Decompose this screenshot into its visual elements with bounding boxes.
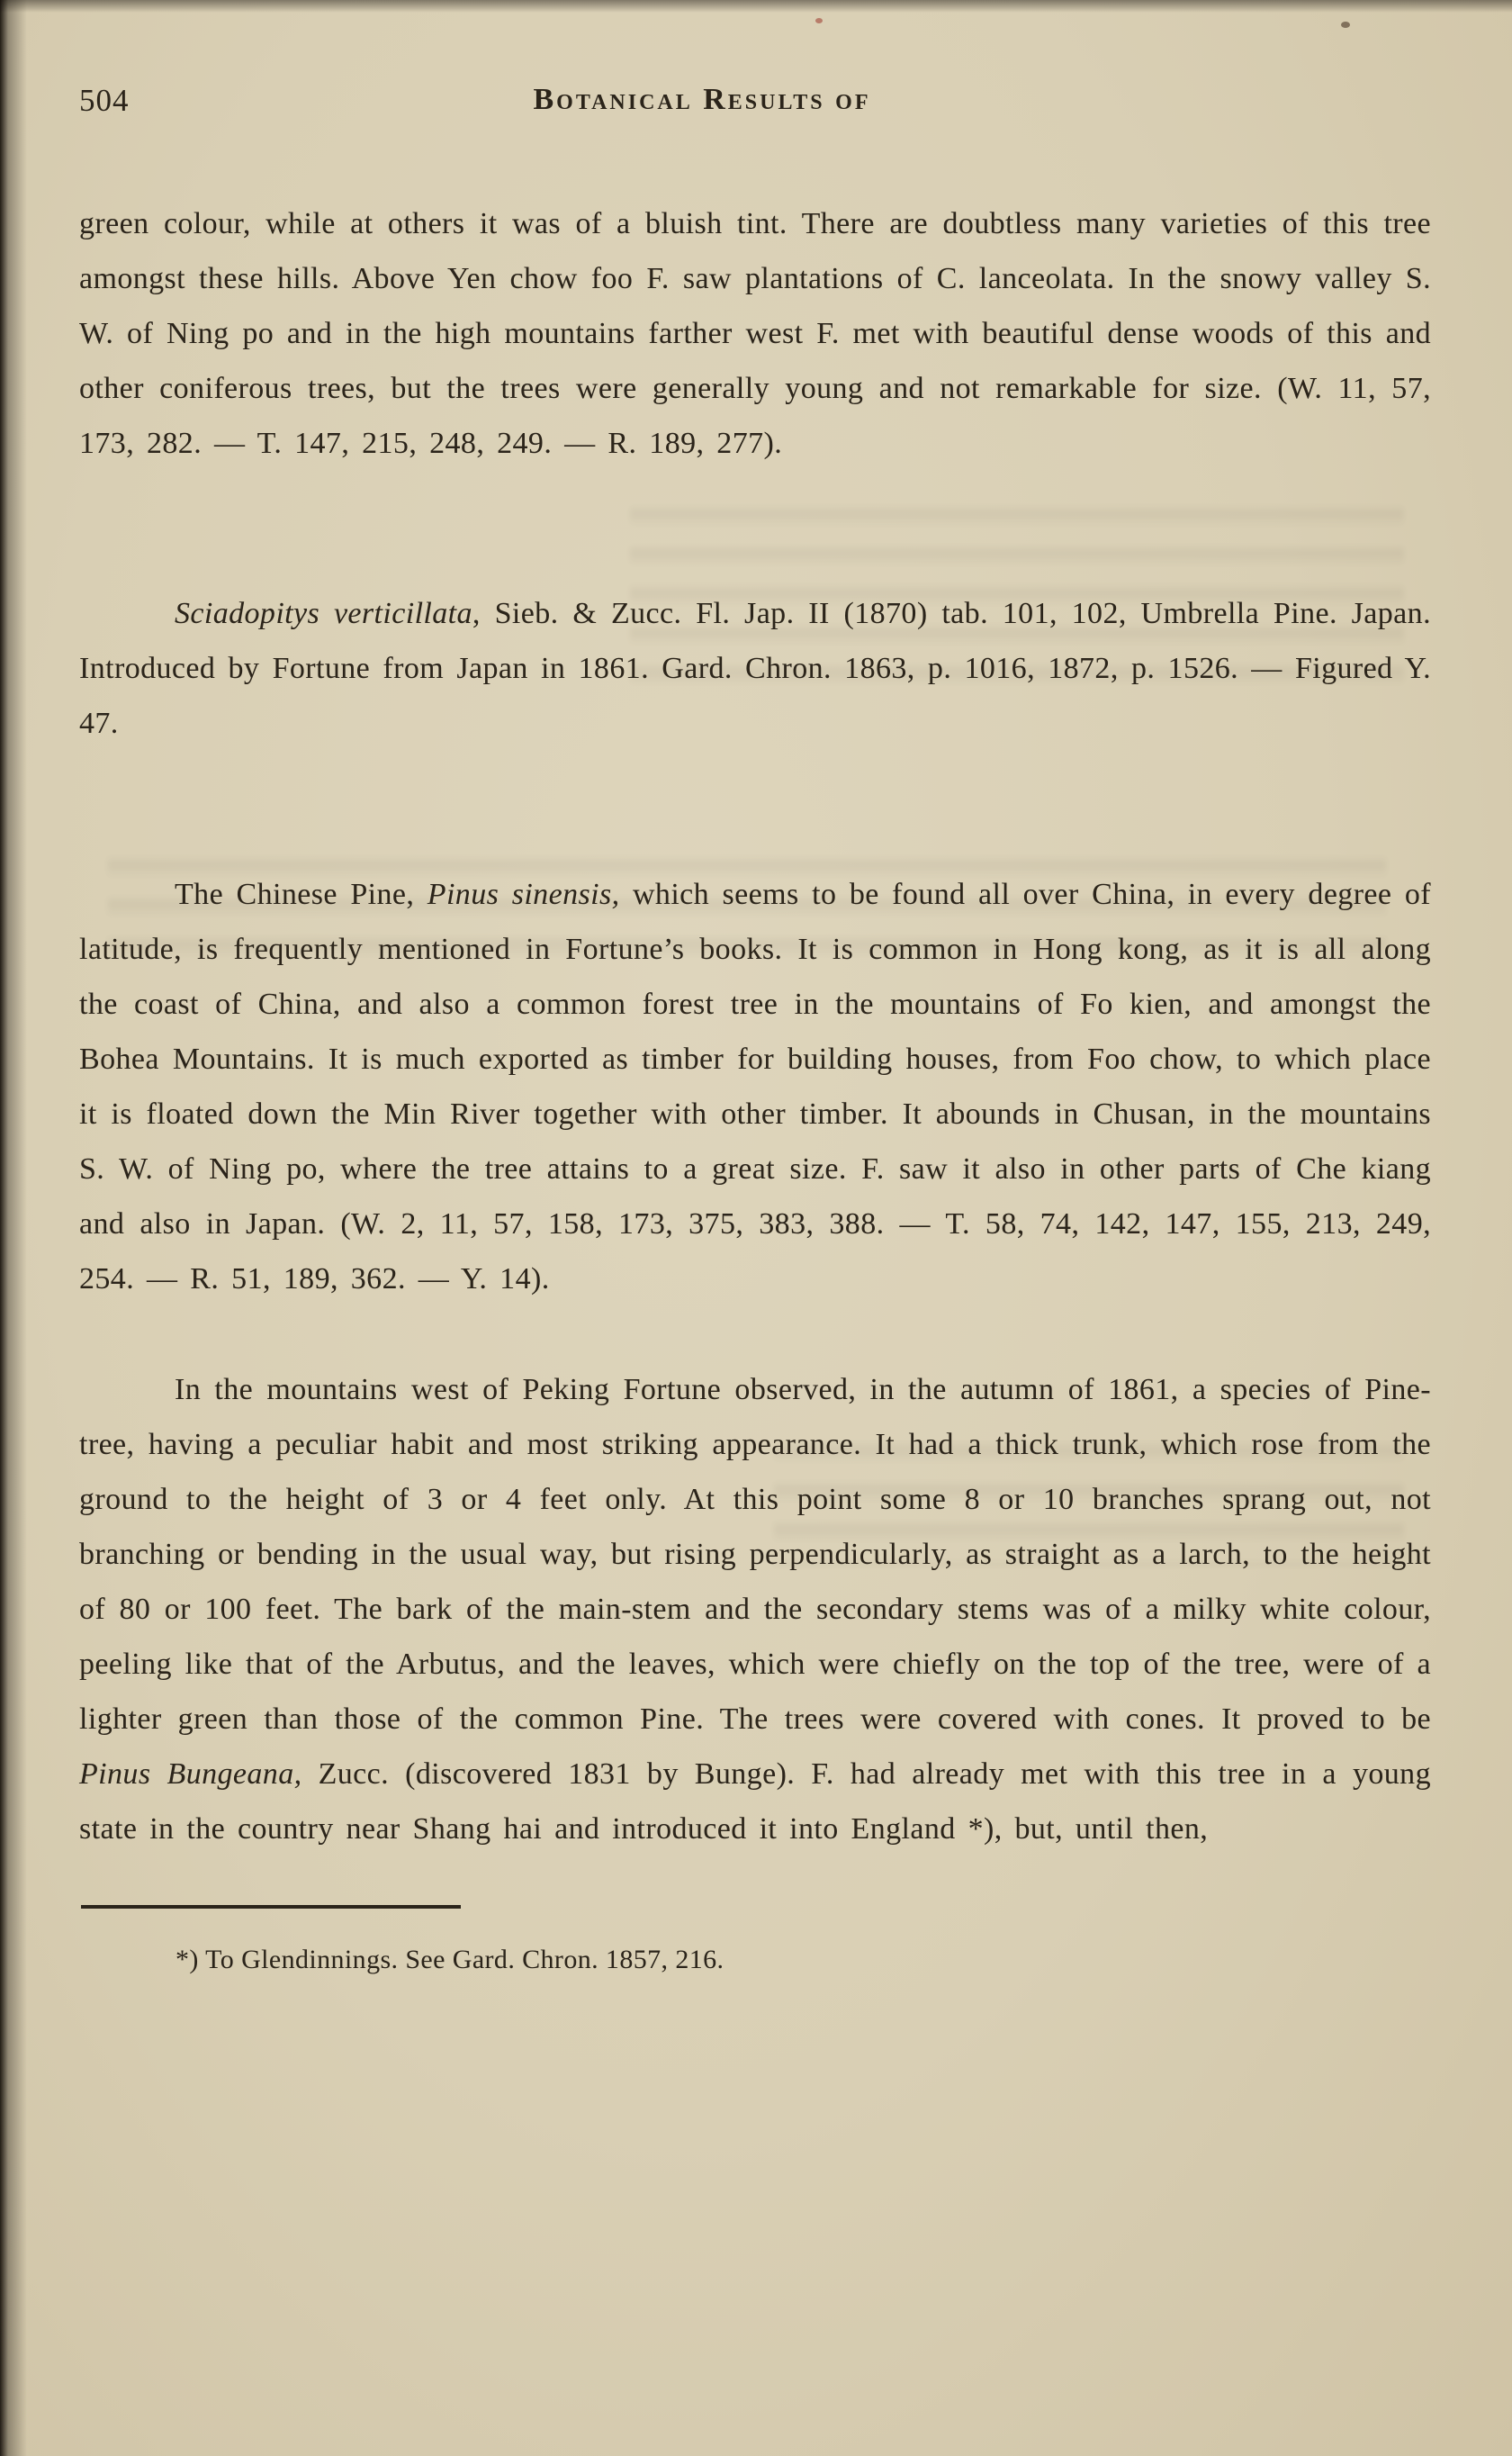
paragraph-continuation [79, 196, 1431, 471]
page-top-shadow [0, 0, 1512, 13]
red-mark [815, 18, 823, 23]
species-name-italic: Sciadopitys verticillata [175, 597, 472, 630]
page-number: 504 [79, 83, 130, 118]
paragraph-sciadopitys [79, 586, 1431, 751]
paragraph-3-text: which seems to be found all over China, in every degree of latitude, is frequently mentioned in Fortune’s books. It is common in Hong kong, as it is all along the coast of China, and also a common forest tree in the mountains of Fo kien, and amongst the Bohea Mountains. It is much exported as timber for building houses, from Foo chow, to which place it is floated down the Min River together with other timber. It abounds in Chusan, in the mountains S. W. of Ning po, where the tree attains to a great size. F. saw it also in other parts of Che kiang and also in Japan. (W. 2, 11, 57, 158, 173, 375, 383, 388. — T. 58, 74, 142, 147, 155, 213, 249, 254. — R. 51, 189, 362. — Y. 14). [79, 878, 1432, 1296]
species-name-italic: Pinus sinensis, [427, 878, 620, 911]
footnote [79, 1939, 1431, 1981]
paragraph-3-lead: The Chinese Pine, [175, 878, 428, 911]
paragraph-chinese-pine [79, 867, 1431, 1306]
footnote-text: *) To Glendinnings. See Gard. Chron. 1857, 216. [176, 1945, 724, 1974]
ink-speck [1341, 22, 1350, 28]
species-name-italic: Pinus Bungeana, [79, 1757, 302, 1791]
paragraph-2-text: , Sieb. & Zucc. Fl. Jap. II (1870) tab. 101, 102, Umbrella Pine. Japan. Introduced by Fortune from Japan in 1861. Gard. Chron. 1863, p. 1016, 1872, p. 1526. — Figured Y. 47. [79, 597, 1431, 740]
paragraph-4-text: Zucc. (discovered 1831 by Bunge). F. had already met with this tree in a young state in the country near Shang hai and introduced it into England *), but, until then, [79, 1757, 1431, 1846]
page-body [0, 196, 1512, 1856]
paragraph-1-text: green colour, while at others it was of a bluish tint. There are doubtless many varieties of this tree amongst these hills. Above Yen chow foo F. saw plantations of C. lanceolata. In the snowy valley S. W. of Ning po and in the high mountains farther west F. met with beautiful dense woods of this and other coniferous trees, but the trees were generally young and not remarkable for size. (W. 11, 57, 173, 282. — T. 147, 215, 248, 249. — R. 189, 277). [79, 207, 1431, 460]
page-header [0, 83, 1512, 128]
running-title: Botanical Results of [533, 83, 871, 116]
paragraph-peking-pine [79, 1362, 1431, 1856]
paragraph-4-lead: In the mountains west of Peking Fortune observed, in the autumn of 1861, a species of Pine-tree, having a peculiar habit and most striking appearance. It had a thick trunk, which rose from the ground to the height of 3 or 4 feet only. At this point some 8 or 10 branches sprang out, not branching or bending in the usual way, but rising perpendicularly, as straight as a larch, to the height of 80 or 100 feet. The bark of the main-stem and the secondary stems was of a milky white colour, peeling like that of the Arbutus, and the leaves, which were chiefly on the top of the tree, were of a lighter green than those of the common Pine. The trees were covered with cones. It proved to be [79, 1373, 1431, 1736]
footnote-rule [81, 1905, 461, 1909]
